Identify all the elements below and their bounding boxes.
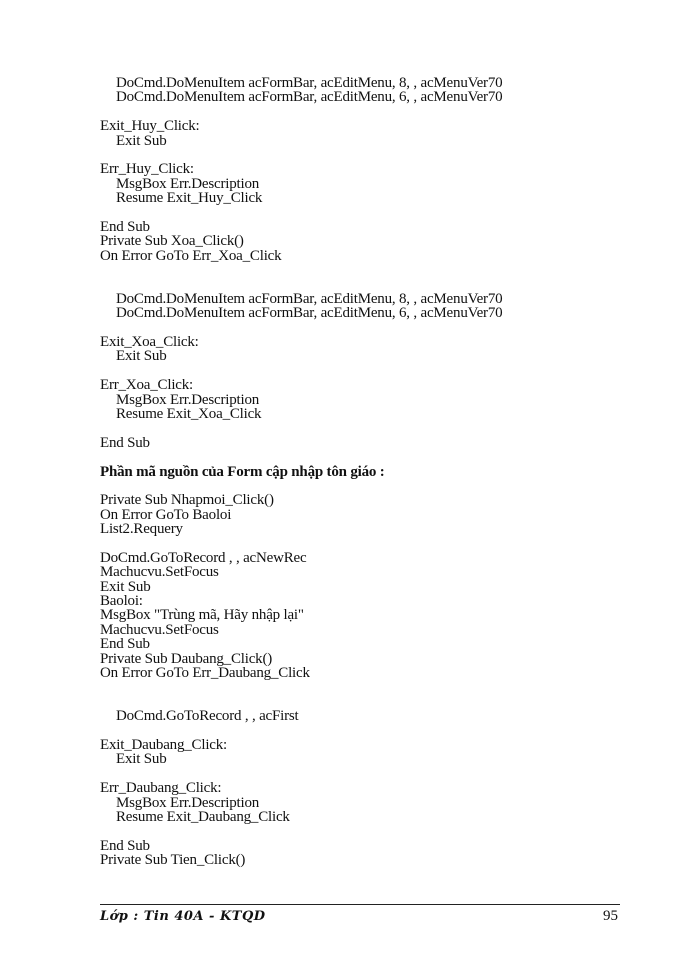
code-line: On Error GoTo Baoloi [100,506,232,523]
code-line: MsgBox Err.Description [116,175,260,192]
code-line: DoCmd.GoToRecord , , acFirst [116,708,299,725]
code-line: MsgBox Err.Description [116,794,260,811]
code-line: Exit Sub [100,578,151,595]
code-line [100,450,620,464]
code-line: DoCmd.DoMenuItem acFormBar, acEditMenu, 6, , acMenuVer70 [116,89,503,106]
code-line: Exit Sub [116,132,167,149]
code-line: List2.Requery [100,521,183,538]
footer-class-label: Lớp : Tin 40A - KTQD [100,909,266,924]
code-line: Exit_Xoa_Click: [100,334,199,351]
code-line [100,824,620,838]
code-line: End Sub [100,837,150,854]
code-line [100,263,620,277]
code-line: Resume Exit_Daubang_Click [116,808,290,825]
code-line: Err_Daubang_Click: [100,780,222,797]
code-line [100,105,620,119]
code-line: Machucvu.SetFocus [100,621,219,638]
code-line: DoCmd.DoMenuItem acFormBar, acEditMenu, 6, , acMenuVer70 [116,305,503,322]
code-line: Private Sub Nhapmoi_Click() [100,492,274,509]
code-line: Err_Xoa_Click: [100,377,194,394]
code-line: Exit Sub [116,751,167,768]
code-line [100,724,620,738]
code-line [100,680,620,694]
code-line: DoCmd.GoToRecord , , acNewRec [100,549,307,566]
code-line: On Error GoTo Err_Daubang_Click [100,665,310,682]
code-line: Resume Exit_Huy_Click [116,190,263,207]
code-line [100,148,620,162]
code-line: DoCmd.DoMenuItem acFormBar, acEditMenu, 8, , acMenuVer70 [116,75,503,91]
code-line: Exit_Daubang_Click: [100,736,228,753]
code-line: Err_Huy_Click: [100,161,194,178]
code-line: End Sub [100,434,150,451]
code-line [100,767,620,781]
code-line: Exit Sub [116,348,167,365]
code-line: Private Sub Xoa_Click() [100,233,244,250]
page-footer [100,904,620,924]
page-number: 95 [603,908,618,924]
code-line [100,364,620,378]
code-line [100,206,620,220]
code-line [100,321,620,335]
code-listing [100,76,620,867]
code-line [100,537,620,551]
code-line: Exit_Huy_Click: [100,118,200,135]
code-line: MsgBox Err.Description [116,391,260,408]
code-line: MsgBox "Trùng mã, Hãy nhập lại" [100,607,304,624]
code-line [100,277,620,291]
code-line: On Error GoTo Err_Xoa_Click [100,247,282,264]
code-line: End Sub [100,636,150,653]
section-heading: Phần mã nguồn của Form cập nhập tôn giáo : [100,463,385,480]
code-line [100,695,620,709]
code-line: Private Sub Daubang_Click() [100,650,273,667]
code-line: Machucvu.SetFocus [100,564,219,581]
code-line: DoCmd.DoMenuItem acFormBar, acEditMenu, 8, , acMenuVer70 [116,290,503,307]
code-line: Private Sub Tien_Click() [100,852,246,869]
code-line [100,421,620,435]
code-line: Baoloi: [100,593,143,610]
code-line: End Sub [100,218,150,235]
code-line: Resume Exit_Xoa_Click [116,405,262,422]
code-line [100,479,620,493]
